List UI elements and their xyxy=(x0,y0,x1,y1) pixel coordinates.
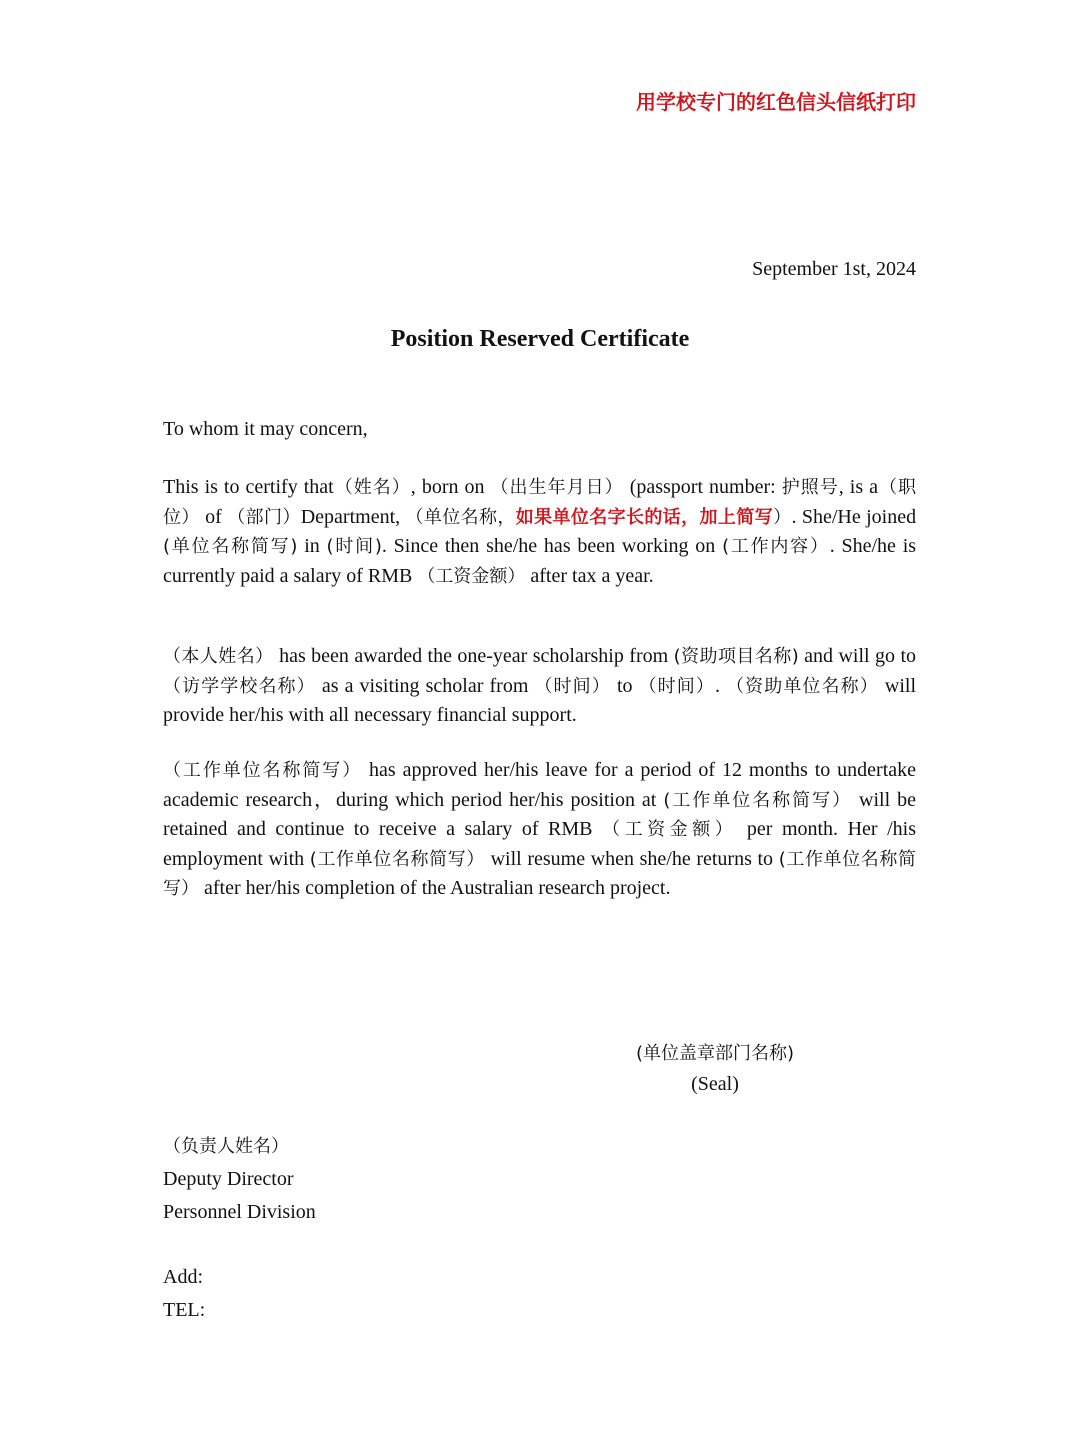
text: of xyxy=(205,505,222,528)
address-label: Add: xyxy=(163,1266,203,1288)
placeholder-time: (时间) xyxy=(326,536,382,557)
text: Department, xyxy=(300,505,401,528)
placeholder-self-name: （本人姓名） xyxy=(163,646,274,667)
salutation: To whom it may concern, xyxy=(163,418,368,440)
text: after her/his completion of the Australian research project. xyxy=(204,877,671,899)
text: will be retained and continue to receive a salary of RMB xyxy=(163,788,916,840)
placeholder-work-content: (工作内容） xyxy=(722,536,830,557)
placeholder-position: （职位） xyxy=(163,477,917,528)
text: ） xyxy=(773,506,792,528)
signer-division: Personnel Division xyxy=(163,1201,316,1223)
placeholder-funder: （资助单位名称） xyxy=(726,675,879,697)
placeholder-end-time: （时间） xyxy=(638,675,715,697)
text: after tax a year. xyxy=(530,564,654,587)
text: has been awarded the one-year scholarship from xyxy=(279,645,669,667)
text: . She/he is currently paid a salary of RMB xyxy=(163,535,917,587)
seal-unit-name: (单位盖章部门名称) xyxy=(635,1043,795,1064)
text: This is to certify that xyxy=(163,476,334,498)
letterhead-print-note: 用学校专门的红色信头信纸打印 xyxy=(636,90,916,114)
text: , born on xyxy=(410,476,485,498)
placeholder-unit: （单位名称， xyxy=(405,506,516,528)
text: per month. Her /his employment with xyxy=(163,818,917,870)
placeholder-name: （姓名） xyxy=(333,477,411,498)
text: (passport number: xyxy=(629,476,776,498)
placeholder-work-unit: (工作单位名称简写） xyxy=(663,789,853,811)
placeholder-work-unit: (工作单位名称简写） xyxy=(163,848,917,899)
text: . Since then she/he has been working on xyxy=(381,535,716,557)
seal-block xyxy=(612,1038,818,1100)
placeholder-salary: （工资金额） xyxy=(417,565,526,587)
letter-date: September 1st, 2024 xyxy=(752,258,916,280)
paragraph-leave-approval xyxy=(163,756,916,904)
paragraph-employment xyxy=(163,473,916,591)
text: will resume when she/he returns to xyxy=(490,847,774,870)
text: , is a xyxy=(838,476,879,498)
text: . She/He joined xyxy=(791,505,917,528)
placeholder-birthdate: （出生年月日） xyxy=(490,477,624,498)
placeholder-program: (资助项目名称) xyxy=(673,646,799,667)
signer-title: Deputy Director xyxy=(163,1168,294,1190)
tel-label: TEL: xyxy=(163,1299,206,1321)
highlight-abbreviation-note: 如果单位名字长的话，加上简写 xyxy=(515,506,774,528)
placeholder-salary: （工资金额） xyxy=(602,819,738,840)
text: will provide her/his with all necessary financial support. xyxy=(163,674,917,726)
text: as a visiting scholar from xyxy=(321,674,529,697)
signer-block xyxy=(163,1130,316,1229)
placeholder-passport: 护照号 xyxy=(781,477,839,498)
placeholder-work-unit: （工作单位名称简写） xyxy=(163,760,363,781)
placeholder-start-time: （时间） xyxy=(534,675,611,697)
certificate-title: Position Reserved Certificate xyxy=(390,326,690,352)
signer-name: （负责人姓名） xyxy=(163,1136,289,1157)
text: to xyxy=(616,674,633,697)
contact-block xyxy=(163,1261,205,1327)
placeholder-unit-short: (单位名称简写) xyxy=(163,536,298,557)
placeholder-work-unit: (工作单位名称简写） xyxy=(309,848,485,870)
text: has approved her/his leave for a period of 12 months to undertake academic research，during which period her/his position at xyxy=(163,759,917,811)
seal-label: (Seal) xyxy=(691,1073,739,1095)
placeholder-school: （访学学校名称） xyxy=(163,675,316,697)
text: . xyxy=(714,674,720,697)
text: and will go to xyxy=(804,645,917,667)
text: in xyxy=(304,535,320,557)
paragraph-scholarship xyxy=(163,642,916,730)
placeholder-department: （部门） xyxy=(227,506,301,528)
